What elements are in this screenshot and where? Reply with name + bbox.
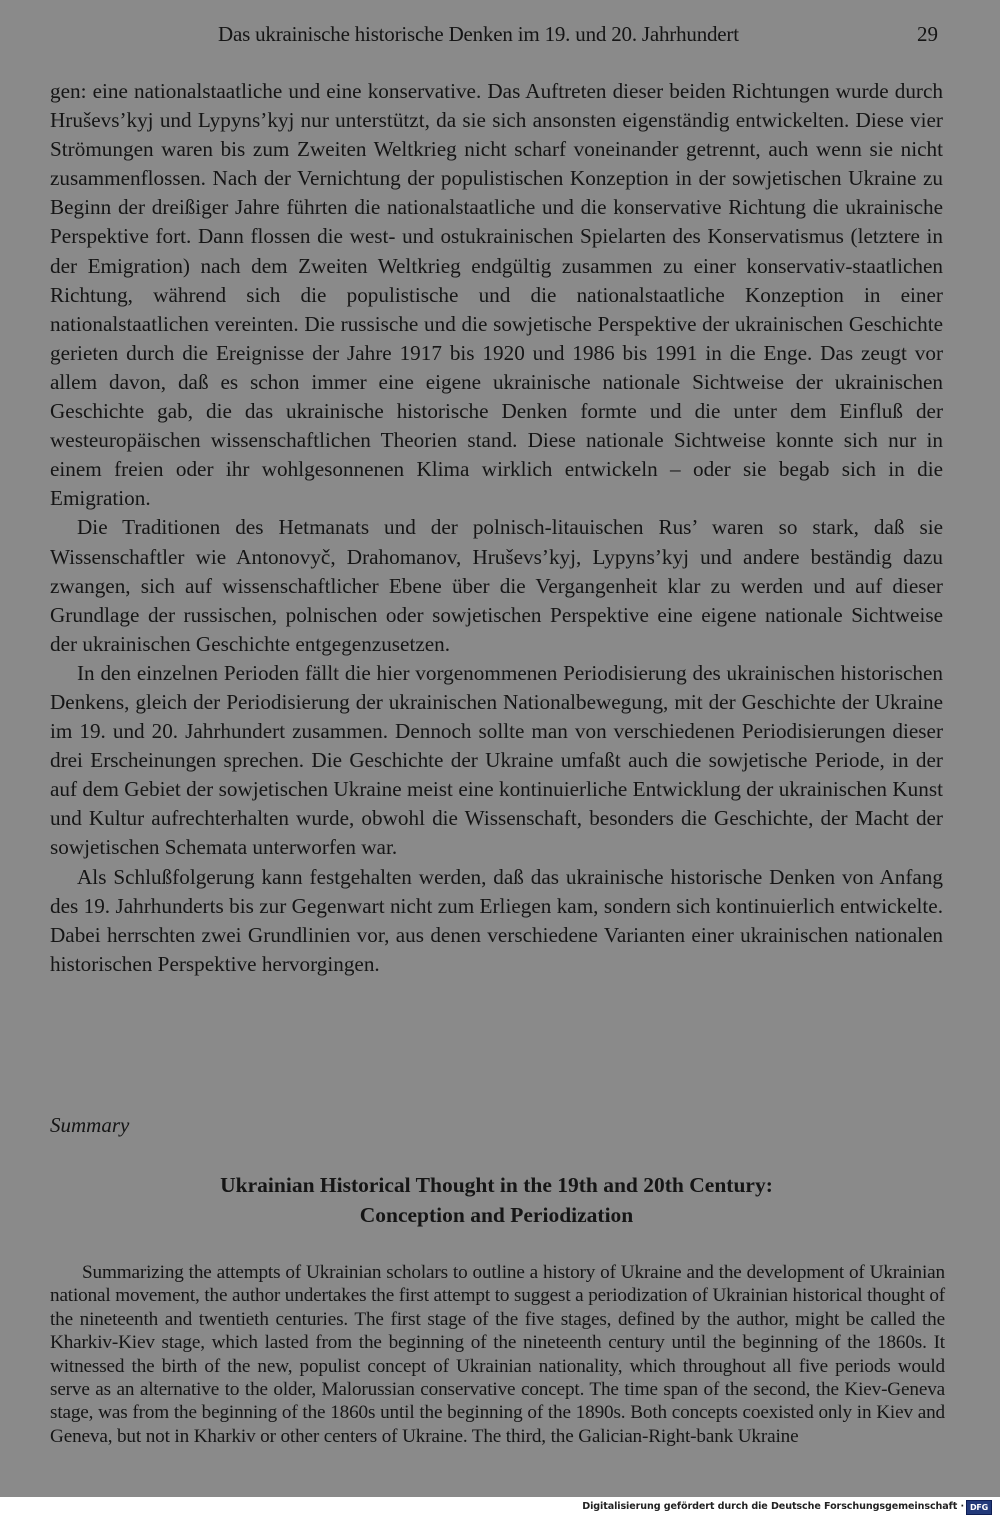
- paragraph: In den einzelnen Perioden fällt die hier vorgenommenen Periodisierung des ukrainischen historischen Denkens, gleich der Periodisierung der ukrainischen Nationalbewegung, mit der Geschichte der Ukraine im 19. und 20. Jahrhundert zusammen. Dennoch sollte man von verschiedenen Periodisierungen dieser drei Erscheinungen sprechen. Die Geschichte der Ukraine umfaßt auch die sowjetische Periode, in der auf dem Gebiet der sowjetischen Ukraine meist eine kontinuierliche Entwicklung der ukrainischen Kunst und Kultur aufrechterhalten wurde, obwohl die Wissenschaft, besonders die Geschichte, der Macht der sowjetischen Schemata unterworfen war.: [50, 660, 943, 860]
- paragraph: gen: eine nationalstaatliche und eine konservative. Das Auftreten dieser beiden Richtungen wurde durch Hruševs’kyj und Lypyns’kyj nur unterstützt, da sie sich ansonsten eigenständig entwickelten. Diese vier Strömungen waren bis zum Zweiten Weltkrieg nicht scharf voneinander getrennt, auch wenn sie nicht zusammenflossen. Nach der Vernichtung der populistischen Konzeption in der sowjetischen Ukraine zu Beginn der dreißiger Jahre führten die nationalstaatliche und die konservative Richtung die ukrainische Perspektive fort. Dann flossen die west- und ostukrainischen Spielarten des Konservatismus (letztere in der Emigration) nach dem Zweiten Weltkrieg endgültig zusammen zu einer konservativ-staatlichen Richtung, während sich die populistische und die nationalstaatliche Konzeption in einer nationalstaatlichen vereinten. Die russische und die sowjetische Perspektive der ukrainischen Geschichte gerieten durch die Ereignisse der Jahre 1917 bis 1920 und 1986 bis 1991 in die Enge. Das zeugt vor allem davon, daß es schon immer eine eigene ukrainische nationale Sichtweise der ukrainischen Geschichte gab, die das ukrainische historische Denken formte und die unter dem Einfluß der westeuropäischen wissenschaftlichen Theorien stand. Diese nationale Sichtweise konnte sich nur in einem freien oder ihr wohlgesonnenen Klima wirklich entwickeln – oder sie begab sich in die Emigration.: [50, 79, 943, 511]
- paragraph: Die Traditionen des Hetmanats und der polnisch-litauischen Rus’ waren so stark, daß sie Wissenschaftler wie Antonovyč, Drahomanov, Hruševs’kyj, Lypyns’kyj und andere beständig dazu zwangen, sich auf wissenschaftlicher Ebene über die Vergangenheit klar zu werden und auf dieser Grundlage der russischen, polnischen oder sowjetischen Perspektive eine eigene nationale Sichtweise der ukrainischen Geschichte entgegenzusetzen.: [50, 515, 943, 656]
- summary-title-line: Conception and Periodization: [359, 1203, 634, 1227]
- summary-text: Summarizing the attempts of Ukrainian scholars to outline a history of Ukraine and the development of Ukrainian national movement, the author undertakes the first attempt to suggest a periodization of Ukrainian historical thought of the nineteenth and twentieth centuries. The first stage of the five stages, defined by the author, might be called the Kharkiv-Kiev stage, which lasted from the beginning of the nineteenth century until the beginning of the 1860s. It witnessed the birth of the new, populist concept of Ukrainian nationality, which throughout all five periods would serve as an alternative to the older, Malorussian conservative concept. The time span of the second, the Kiev-Geneva stage, was from the beginning of the 1860s until the beginning of the 1890s. Both concepts coexisted only in Kiev and Geneva, but not in Kharkiv or other centers of Ukraine. The third, the Galician-Right-bank Ukraine: [50, 1262, 945, 1447]
- summary-label: Summary: [50, 1113, 130, 1137]
- summary-title-line: Ukrainian Historical Thought in the 19th and 20th Century:: [220, 1173, 773, 1197]
- page-number: 29: [917, 22, 938, 46]
- paragraph: Als Schlußfolgerung kann festgehalten werden, daß das ukrainische historische Denken von Anfang des 19. Jahrhunderts bis zur Gegenwart nicht zum Erliegen kam, sondern sich kontinuierlich entwickelte. Dabei herrschten zwei Grundlinien vor, aus denen verschiedene Varianten einer ukrainischen nationalen historischen Perspektive hervorgingen.: [50, 864, 943, 976]
- footer-credit: Digitalisierung gefördert durch die Deutsche Forschungsgemeinschaft ·: [582, 1501, 964, 1512]
- main-text: [50, 77, 943, 979]
- summary-title: [50, 1170, 943, 1230]
- running-title: Das ukrainische historische Denken im 19. und 20. Jahrhundert: [218, 22, 739, 46]
- dfg-logo[interactable]: DFG: [966, 1500, 992, 1515]
